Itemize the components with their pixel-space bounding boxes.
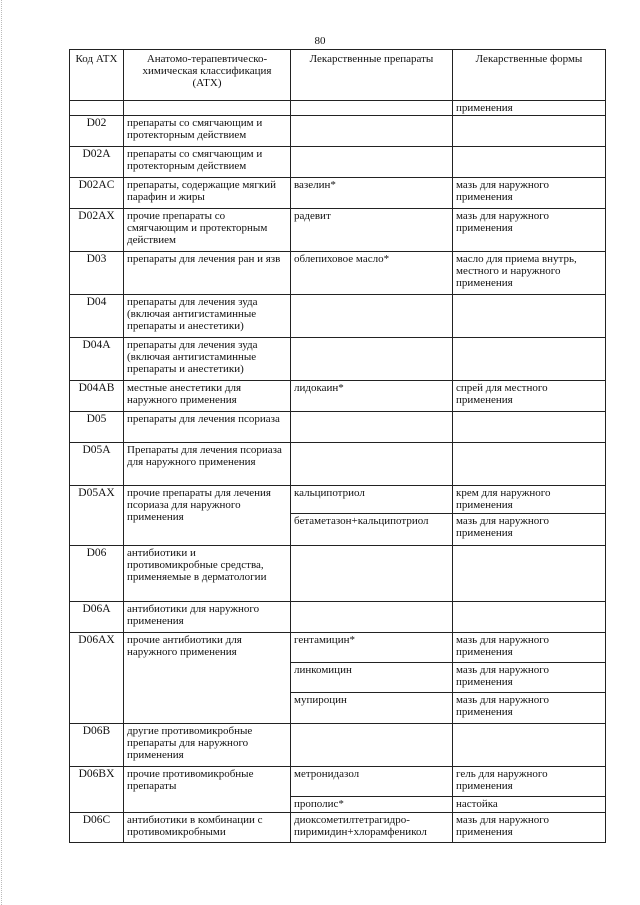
form-cell: применения	[453, 101, 606, 116]
table-header-row	[70, 50, 606, 101]
drug-cell: бетаметазон+кальципотриол	[291, 514, 453, 546]
table-row	[70, 178, 606, 209]
code-cell: D02A	[70, 147, 124, 178]
drug-cell	[291, 443, 453, 486]
drug-cell: мупироцин	[291, 693, 453, 724]
form-cell	[453, 724, 606, 767]
form-cell: мазь для наружного применения	[453, 514, 606, 546]
code-cell	[70, 101, 124, 116]
table-row	[70, 546, 606, 602]
classification-cell: прочие препараты для лечения псориаза для наружного применения	[124, 486, 291, 546]
form-cell	[453, 338, 606, 381]
classification-cell: препараты для лечения зуда (включая антигистаминные препараты и анестетики)	[124, 295, 291, 338]
drug-cell: облепиховое масло*	[291, 252, 453, 295]
form-cell	[453, 295, 606, 338]
form-cell: мазь для наружного применения	[453, 633, 606, 663]
code-cell: D03	[70, 252, 124, 295]
drug-cell: вазелин*	[291, 178, 453, 209]
form-cell: мазь для наружного применения	[453, 693, 606, 724]
form-cell	[453, 546, 606, 602]
table-row	[70, 338, 606, 381]
drug-cell	[291, 116, 453, 147]
classification-cell: местные анестетики для наружного применения	[124, 381, 291, 412]
classification-cell: прочие противомикробные препараты	[124, 767, 291, 813]
drug-cell	[291, 412, 453, 443]
drug-cell: гентамицин*	[291, 633, 453, 663]
drug-cell	[291, 101, 453, 116]
header-forms: Лекарственные формы	[453, 50, 606, 101]
form-cell: мазь для наружного применения	[453, 178, 606, 209]
form-cell: масло для приема внутрь, местного и наружного применения	[453, 252, 606, 295]
form-cell: мазь для наружного применения	[453, 813, 606, 843]
table-row	[70, 633, 606, 663]
code-cell: D05A	[70, 443, 124, 486]
table-row	[70, 252, 606, 295]
classification-cell: препараты для лечения псориаза	[124, 412, 291, 443]
classification-cell: прочие антибиотики для наружного применения	[124, 633, 291, 724]
table-row	[70, 209, 606, 252]
form-cell: настойка	[453, 797, 606, 813]
table-row	[70, 101, 606, 116]
drug-cell: радевит	[291, 209, 453, 252]
classification-cell: препараты для лечения зуда (включая антигистаминные препараты и анестетики)	[124, 338, 291, 381]
form-cell: мазь для наружного применения	[453, 663, 606, 693]
table-row	[70, 116, 606, 147]
code-cell: D05	[70, 412, 124, 443]
code-cell: D02AX	[70, 209, 124, 252]
header-drugs: Лекарственные препараты	[291, 50, 453, 101]
classification-cell: другие противомикробные препараты для наружного применения	[124, 724, 291, 767]
form-cell: крем для наружного применения	[453, 486, 606, 514]
drug-cell: прополис*	[291, 797, 453, 813]
code-cell: D06C	[70, 813, 124, 843]
page-number: 80	[314, 35, 326, 47]
table-row	[70, 412, 606, 443]
drug-cell: кальципотриол	[291, 486, 453, 514]
table-row	[70, 602, 606, 633]
code-cell: D05AX	[70, 486, 124, 546]
code-cell: D06	[70, 546, 124, 602]
header-classification: Анатомо-терапевтическо-химическая классификация (АТХ)	[124, 50, 291, 101]
classification-cell: прочие препараты со смягчающим и протекторным действием	[124, 209, 291, 252]
classification-cell: антибиотики и противомикробные средства, применяемые в дерматологии	[124, 546, 291, 602]
drug-cell: метронидазол	[291, 767, 453, 797]
code-cell: D04A	[70, 338, 124, 381]
code-cell: D06A	[70, 602, 124, 633]
classification-cell	[124, 101, 291, 116]
code-cell: D02	[70, 116, 124, 147]
drug-cell	[291, 338, 453, 381]
drug-cell	[291, 724, 453, 767]
code-cell: D02AC	[70, 178, 124, 209]
form-cell	[453, 443, 606, 486]
form-cell	[453, 602, 606, 633]
drug-cell: лидокаин*	[291, 381, 453, 412]
atx-table	[69, 49, 606, 843]
code-cell: D06BX	[70, 767, 124, 813]
classification-cell: препараты со смягчающим и протекторным действием	[124, 116, 291, 147]
classification-cell: препараты со смягчающим и протекторным действием	[124, 147, 291, 178]
drug-cell	[291, 602, 453, 633]
form-cell: спрей для местного применения	[453, 381, 606, 412]
page-edge-rule	[1, 0, 2, 905]
drug-cell: диоксометилтетрагидро-пиримидин+хлорамфеникол	[291, 813, 453, 843]
table-row	[70, 443, 606, 486]
table-row	[70, 295, 606, 338]
classification-cell: препараты, содержащие мягкий парафин и жиры	[124, 178, 291, 209]
code-cell: D04AB	[70, 381, 124, 412]
classification-cell: антибиотики в комбинации с противомикробными	[124, 813, 291, 843]
form-cell: гель для наружного применения	[453, 767, 606, 797]
classification-cell: препараты для лечения ран и язв	[124, 252, 291, 295]
code-cell: D04	[70, 295, 124, 338]
form-cell	[453, 147, 606, 178]
classification-cell: Препараты для лечения псориаза для наружного применения	[124, 443, 291, 486]
form-cell	[453, 116, 606, 147]
form-cell: мазь для наружного применения	[453, 209, 606, 252]
drug-cell	[291, 147, 453, 178]
form-cell	[453, 412, 606, 443]
table-row	[70, 767, 606, 797]
code-cell: D06AX	[70, 633, 124, 724]
code-cell: D06B	[70, 724, 124, 767]
drug-cell	[291, 546, 453, 602]
table-row	[70, 813, 606, 843]
drug-cell	[291, 295, 453, 338]
table-row	[70, 724, 606, 767]
table-row	[70, 147, 606, 178]
drug-cell: линкомицин	[291, 663, 453, 693]
table-row	[70, 486, 606, 514]
classification-cell: антибиотики для наружного применения	[124, 602, 291, 633]
header-code: Код АТХ	[70, 50, 124, 101]
table-row	[70, 381, 606, 412]
